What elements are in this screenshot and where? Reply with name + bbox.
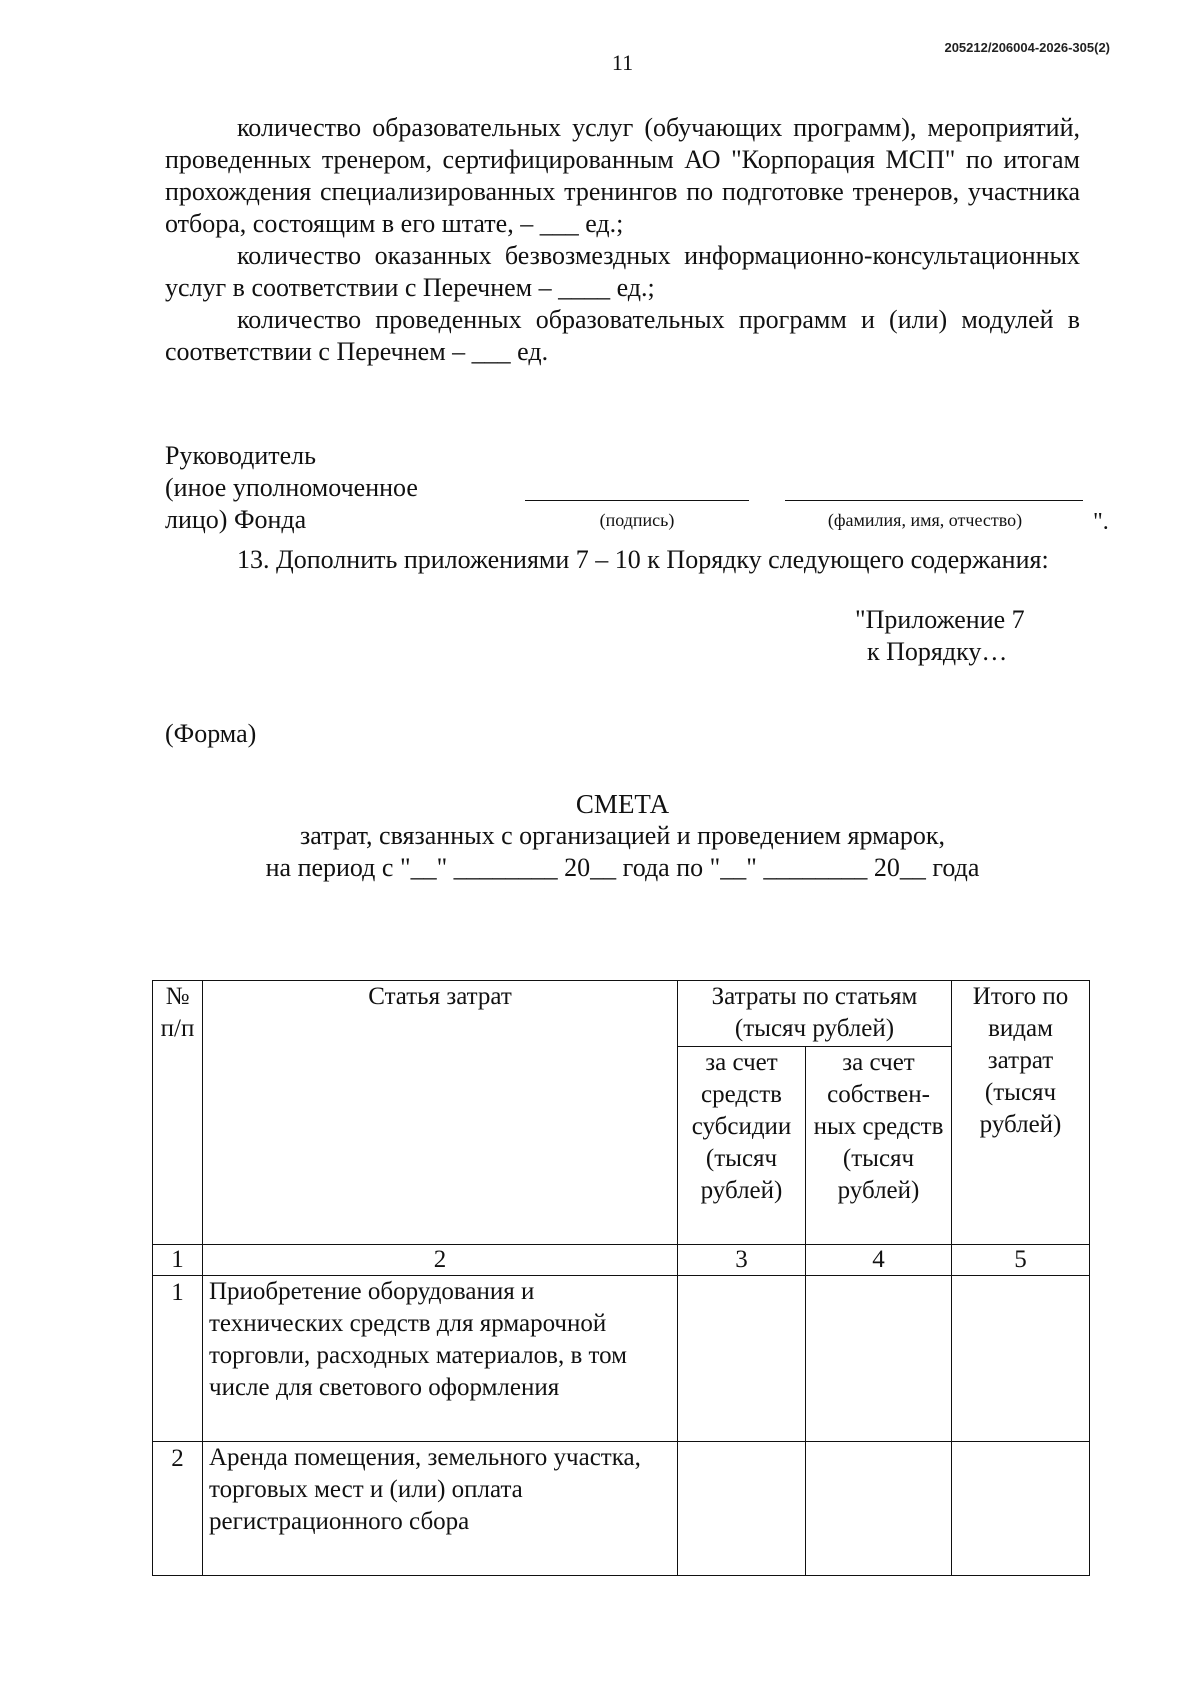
row-subsidy-cell: [678, 1276, 806, 1442]
signatory-line-1: Руководитель: [165, 441, 316, 470]
paragraph-education-programs: количество проведенных образовательных программ и (или) модулей в соответствии с Перечнем – ___ ед.: [165, 305, 1080, 366]
row-own-funds-cell: [806, 1276, 952, 1442]
estimate-title-block: [165, 788, 1080, 884]
appendix-title: "Приложение 7: [855, 605, 1025, 634]
item-13-paragraph: 13. Дополнить приложениями 7 – 10 к Порядку следующего содержания:: [237, 545, 1049, 574]
row-subsidy-cell: [678, 1442, 806, 1576]
signature-line: [525, 500, 749, 501]
closing-quote: ".: [1093, 509, 1109, 535]
paragraph-consulting-services: количество оказанных безвозмездных информационно-консультационных услуг в соответствии с Перечнем – ____ ед.;: [165, 241, 1080, 302]
row-total-cell: [952, 1442, 1090, 1576]
paragraph-education-services: количество образовательных услуг (обучающих программ), мероприятий, проведенных тренером, сертифицированным АО "Корпорация МСП" по итогам прохождения специализированных тренингов по подготовке тренеров, участника отбора, состоящим в его штате, – ___ ед.;: [165, 113, 1080, 238]
estimate-table: [152, 980, 1090, 1576]
index-cell: 2: [203, 1245, 678, 1276]
estimate-subtitle: затрат, связанных с организацией и проведением ярмарок,: [299, 821, 946, 850]
full-name-caption: (фамилия, имя, отчество): [827, 510, 1023, 530]
header-number: № п/п: [153, 981, 203, 1245]
index-cell: 4: [806, 1245, 952, 1276]
header-costs-by-item: Затраты по статьям (тысяч рублей): [678, 981, 952, 1047]
full-name-line: [785, 500, 1083, 501]
signatory-label: [165, 440, 418, 536]
table-row: [153, 1442, 1090, 1576]
signature-block: [165, 440, 1109, 544]
index-cell: 1: [153, 1245, 203, 1276]
index-cell: 5: [952, 1245, 1090, 1276]
header-cost-item: Статья затрат: [203, 981, 678, 1245]
appendix-reference: к Порядку…: [867, 637, 1008, 666]
row-cost-item: Приобретение оборудования и технических средств для ярмарочной торговли, расходных материалов, в том числе для светового оформления: [203, 1276, 678, 1442]
appendix-header: [855, 604, 1080, 668]
index-cell: 3: [678, 1245, 806, 1276]
page-number: 11: [611, 50, 634, 75]
table-index-row: [153, 1245, 1090, 1276]
signature-caption: (подпись): [599, 510, 675, 530]
form-label: (Форма): [165, 719, 257, 748]
document-body: [165, 112, 1109, 884]
signatory-line-2: (иное уполномоченное: [165, 473, 418, 502]
header-own-funds: за счет собствен-ных средств (тысяч рублей): [806, 1047, 952, 1245]
header-total: Итого по видам затрат (тысяч рублей): [952, 981, 1090, 1245]
estimate-title: СМЕТА: [575, 789, 670, 819]
signatory-line-3: лицо) Фонда: [165, 505, 307, 534]
table-header-row: [153, 981, 1090, 1047]
header-subsidy-funds: за счет средств субсидии (тысяч рублей): [678, 1047, 806, 1245]
row-cost-item: Аренда помещения, земельного участка, торговых мест и (или) оплата регистрационного сбора: [203, 1442, 678, 1576]
table-row: [153, 1276, 1090, 1442]
row-number: 1: [153, 1276, 203, 1442]
row-own-funds-cell: [806, 1442, 952, 1576]
document-id: 205212/206004-2026-305(2): [944, 40, 1110, 55]
estimate-period: на период с "__" ________ 20__ года по "__" ________ 20__ года: [265, 853, 980, 882]
row-total-cell: [952, 1276, 1090, 1442]
row-number: 2: [153, 1442, 203, 1576]
